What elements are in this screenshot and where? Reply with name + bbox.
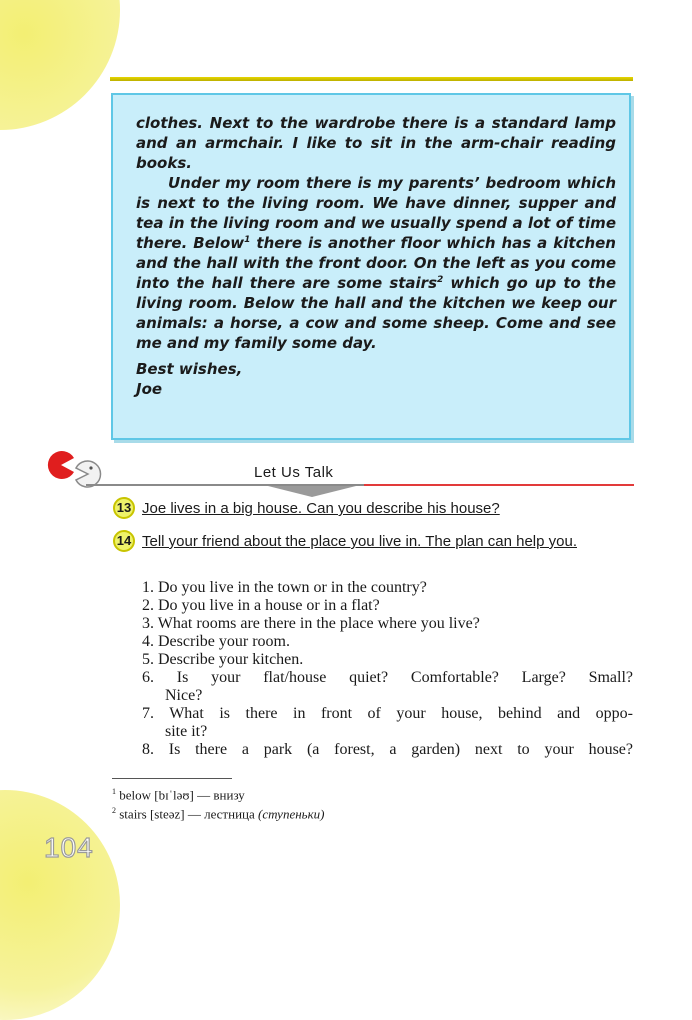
question-list bbox=[142, 579, 633, 759]
footnote-2: $^2$ stairs [steəz] — лестница (ступеньки) bbox=[112, 806, 325, 822]
footnote-1: $^1$ below [bɪˈləʊ] — внизу bbox=[112, 787, 245, 803]
question-item: 6. Is your flat/house quiet? Comfortable? Large? Small? Nice? bbox=[142, 669, 633, 704]
letter-closing: Best wishes, bbox=[136, 360, 243, 378]
question-item: 4. Describe your room. bbox=[142, 633, 290, 650]
section-header bbox=[46, 446, 646, 506]
question-item: 3. What rooms are there in the place where you live? bbox=[142, 615, 480, 632]
corner-decoration-bottom bbox=[0, 790, 120, 1020]
question-item: 1. Do you live in the town or in the country? bbox=[142, 579, 427, 596]
letter-paragraph-1: clothes. Next to the wardrobe there is a standard lamp and an armchair. I like to sit in the arm-chair reading books. bbox=[136, 114, 616, 172]
letter-paragraph-2: Under my room there is my parents’ bedroom which is next to the living room. We have dinner, supper and tea in the living room and we usually spend a lot of time there. Below$^1$ there is another floor which has a kitchen and the hall with the front door. On the left as you come into the hall there are some stairs$^2$ which go up to the living room. Below the hall and the kitchen we keep our animals: a horse, a cow and some sheep. Come and see me and my family some day. bbox=[136, 174, 616, 352]
task-text: Joe lives in a big house. Can you describe his house? bbox=[142, 500, 500, 517]
page-number: 104 bbox=[44, 832, 94, 863]
task-text: Tell your friend about the place you live in. The plan can help you. bbox=[142, 533, 577, 550]
section-title: Let Us Talk bbox=[254, 464, 334, 481]
question-item: 8. Is there a park (a forest, a garden) next to your house? bbox=[142, 741, 633, 758]
top-rule bbox=[110, 77, 633, 81]
letter-text bbox=[136, 113, 616, 399]
task-number-badge: 14 bbox=[113, 530, 135, 552]
question-item: 5. Describe your kitchen. bbox=[142, 651, 304, 668]
footnote-rule bbox=[112, 778, 232, 779]
footnotes bbox=[112, 784, 325, 823]
question-item: 2. Do you live in a house or in a flat? bbox=[142, 597, 380, 614]
header-arrow-icon bbox=[268, 486, 356, 497]
letter-signature: Joe bbox=[136, 380, 163, 398]
question-item: 7. What is there in front of your house, behind and oppo- site it? bbox=[142, 705, 633, 740]
pacman-red-icon bbox=[46, 450, 76, 480]
header-line-red bbox=[364, 484, 634, 486]
task-number-badge: 13 bbox=[113, 497, 135, 519]
corner-decoration-top bbox=[0, 0, 120, 130]
